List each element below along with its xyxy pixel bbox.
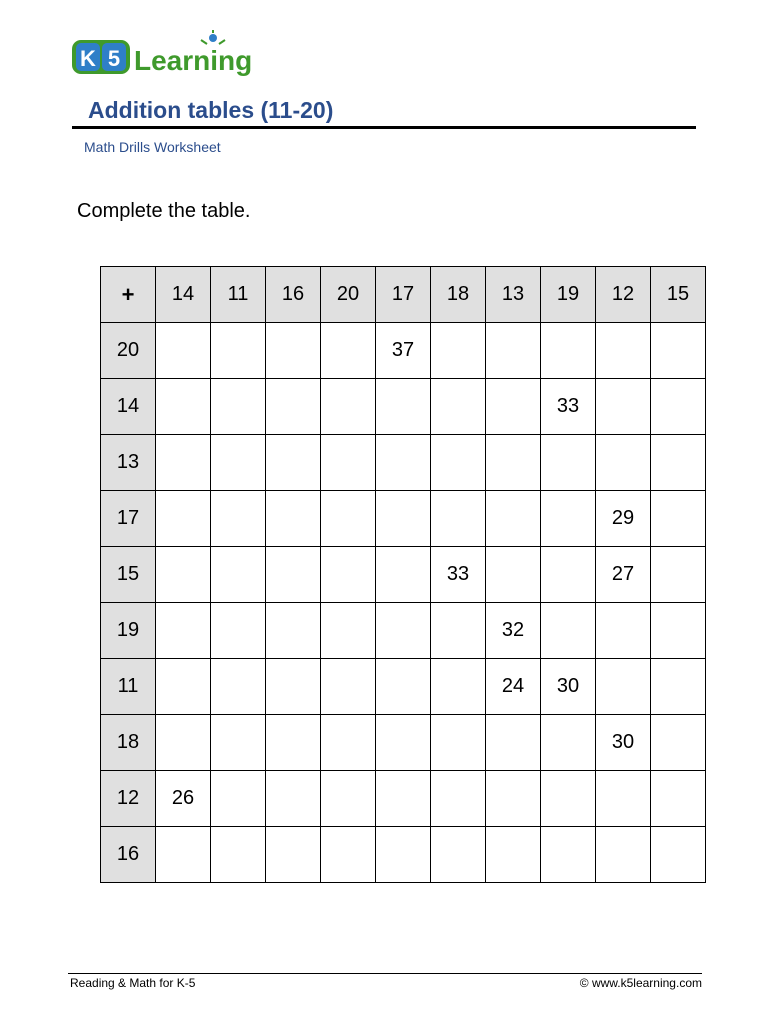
table-row: [101, 323, 706, 379]
table-row: [101, 603, 706, 659]
answer-cell[interactable]: [156, 491, 211, 547]
table-row: [101, 715, 706, 771]
column-header: 12: [596, 267, 651, 323]
answer-cell[interactable]: [651, 715, 706, 771]
row-header: 14: [101, 379, 156, 435]
table-row: [101, 379, 706, 435]
answer-cell[interactable]: [321, 603, 376, 659]
answer-cell[interactable]: [541, 603, 596, 659]
answer-cell[interactable]: [596, 603, 651, 659]
answer-cell[interactable]: [321, 323, 376, 379]
footer-divider: [68, 973, 702, 974]
column-header: 18: [431, 267, 486, 323]
answer-cell[interactable]: [596, 435, 651, 491]
column-header: 14: [156, 267, 211, 323]
column-header: 15: [651, 267, 706, 323]
answer-cell[interactable]: [541, 491, 596, 547]
answer-cell[interactable]: [266, 603, 321, 659]
answer-cell[interactable]: [156, 547, 211, 603]
column-header: 17: [376, 267, 431, 323]
answer-cell[interactable]: [376, 603, 431, 659]
column-header: 19: [541, 267, 596, 323]
answer-cell[interactable]: [431, 715, 486, 771]
answer-cell[interactable]: [266, 379, 321, 435]
answer-cell[interactable]: [266, 659, 321, 715]
answer-cell[interactable]: [486, 771, 541, 827]
row-header: 17: [101, 491, 156, 547]
answer-cell[interactable]: [596, 659, 651, 715]
answer-cell[interactable]: [266, 827, 321, 883]
answer-cell[interactable]: [651, 603, 706, 659]
answer-cell[interactable]: [651, 659, 706, 715]
answer-cell[interactable]: 30: [596, 715, 651, 771]
footer-tagline: Reading & Math for K-5: [70, 976, 196, 990]
row-header: 11: [101, 659, 156, 715]
answer-cell[interactable]: [541, 435, 596, 491]
answer-cell[interactable]: [431, 827, 486, 883]
answer-cell[interactable]: 30: [541, 659, 596, 715]
answer-cell[interactable]: [156, 827, 211, 883]
answer-cell[interactable]: 33: [541, 379, 596, 435]
row-header: 19: [101, 603, 156, 659]
answer-cell[interactable]: [266, 715, 321, 771]
answer-cell[interactable]: [266, 547, 321, 603]
answer-cell[interactable]: [376, 771, 431, 827]
answer-cell[interactable]: [211, 771, 266, 827]
answer-cell[interactable]: [211, 323, 266, 379]
answer-cell[interactable]: [211, 827, 266, 883]
answer-cell[interactable]: 33: [431, 547, 486, 603]
answer-cell[interactable]: [156, 603, 211, 659]
operator-cell: +: [101, 267, 156, 323]
answer-cell[interactable]: [376, 379, 431, 435]
answer-cell[interactable]: [541, 827, 596, 883]
answer-cell[interactable]: [321, 547, 376, 603]
answer-cell[interactable]: [266, 323, 321, 379]
answer-cell[interactable]: [211, 547, 266, 603]
answer-cell[interactable]: [211, 659, 266, 715]
footer-copyright: © www.k5learning.com: [579, 976, 702, 990]
k5-learning-logo: [70, 28, 270, 82]
answer-cell[interactable]: [376, 827, 431, 883]
answer-cell[interactable]: [596, 379, 651, 435]
answer-cell[interactable]: [156, 323, 211, 379]
answer-cell[interactable]: [321, 379, 376, 435]
answer-cell[interactable]: [431, 435, 486, 491]
column-header: 13: [486, 267, 541, 323]
column-header: 20: [321, 267, 376, 323]
answer-cell[interactable]: 27: [596, 547, 651, 603]
answer-cell[interactable]: [486, 491, 541, 547]
table-row: [101, 659, 706, 715]
answer-cell[interactable]: [266, 491, 321, 547]
row-header: 16: [101, 827, 156, 883]
answer-cell[interactable]: [431, 323, 486, 379]
column-header: 16: [266, 267, 321, 323]
table-row: [101, 491, 706, 547]
answer-cell[interactable]: 32: [486, 603, 541, 659]
answer-cell[interactable]: [211, 379, 266, 435]
answer-cell[interactable]: [596, 323, 651, 379]
answer-cell[interactable]: [321, 491, 376, 547]
answer-cell[interactable]: [211, 491, 266, 547]
title-divider: [72, 126, 696, 129]
answer-cell[interactable]: [486, 827, 541, 883]
answer-cell[interactable]: [211, 435, 266, 491]
row-header: 18: [101, 715, 156, 771]
answer-cell[interactable]: [266, 435, 321, 491]
page-title: Addition tables (11-20): [88, 97, 334, 123]
answer-cell[interactable]: [321, 715, 376, 771]
answer-cell[interactable]: [156, 379, 211, 435]
column-header-row: [101, 267, 706, 323]
answer-cell[interactable]: [486, 323, 541, 379]
row-header: 12: [101, 771, 156, 827]
answer-cell[interactable]: [376, 491, 431, 547]
column-header: 11: [211, 267, 266, 323]
answer-cell[interactable]: [266, 771, 321, 827]
answer-cell[interactable]: [376, 547, 431, 603]
answer-cell[interactable]: [541, 715, 596, 771]
answer-cell[interactable]: [486, 435, 541, 491]
answer-cell[interactable]: [431, 771, 486, 827]
answer-cell[interactable]: [651, 323, 706, 379]
answer-cell[interactable]: [651, 827, 706, 883]
answer-cell[interactable]: 37: [376, 323, 431, 379]
addition-table: [100, 266, 706, 883]
answer-cell[interactable]: [651, 379, 706, 435]
answer-cell[interactable]: [651, 491, 706, 547]
answer-cell[interactable]: [321, 827, 376, 883]
svg-text:Learning: Learning: [134, 45, 253, 76]
table-row: [101, 771, 706, 827]
answer-cell[interactable]: [156, 715, 211, 771]
table-row: [101, 435, 706, 491]
answer-cell[interactable]: [541, 323, 596, 379]
answer-cell[interactable]: [321, 771, 376, 827]
answer-cell[interactable]: [596, 771, 651, 827]
answer-cell[interactable]: [486, 547, 541, 603]
answer-cell[interactable]: [431, 491, 486, 547]
answer-cell[interactable]: [431, 659, 486, 715]
answer-cell[interactable]: [211, 715, 266, 771]
answer-cell[interactable]: [541, 547, 596, 603]
answer-cell[interactable]: [486, 379, 541, 435]
row-header: 15: [101, 547, 156, 603]
answer-cell[interactable]: [156, 435, 211, 491]
answer-cell[interactable]: [376, 659, 431, 715]
answer-cell[interactable]: 24: [486, 659, 541, 715]
answer-cell[interactable]: [541, 771, 596, 827]
row-header: 13: [101, 435, 156, 491]
answer-cell[interactable]: 29: [596, 491, 651, 547]
svg-text:5: 5: [107, 46, 121, 71]
instruction-text: Complete the table.: [77, 200, 251, 222]
answer-cell[interactable]: [651, 771, 706, 827]
answer-cell[interactable]: [651, 435, 706, 491]
page-subtitle: Math Drills Worksheet: [84, 139, 221, 155]
answer-cell[interactable]: [321, 659, 376, 715]
answer-cell[interactable]: [376, 435, 431, 491]
row-header: 20: [101, 323, 156, 379]
answer-cell[interactable]: [651, 547, 706, 603]
answer-cell[interactable]: [431, 379, 486, 435]
table-body: [101, 323, 706, 883]
svg-text:K: K: [80, 46, 96, 71]
answer-cell[interactable]: 26: [156, 771, 211, 827]
answer-cell[interactable]: [431, 603, 486, 659]
table-row: [101, 547, 706, 603]
answer-cell[interactable]: [596, 827, 651, 883]
answer-cell[interactable]: [321, 435, 376, 491]
answer-cell[interactable]: [211, 603, 266, 659]
answer-cell[interactable]: [486, 715, 541, 771]
answer-cell[interactable]: [376, 715, 431, 771]
answer-cell[interactable]: [156, 659, 211, 715]
table-row: [101, 827, 706, 883]
